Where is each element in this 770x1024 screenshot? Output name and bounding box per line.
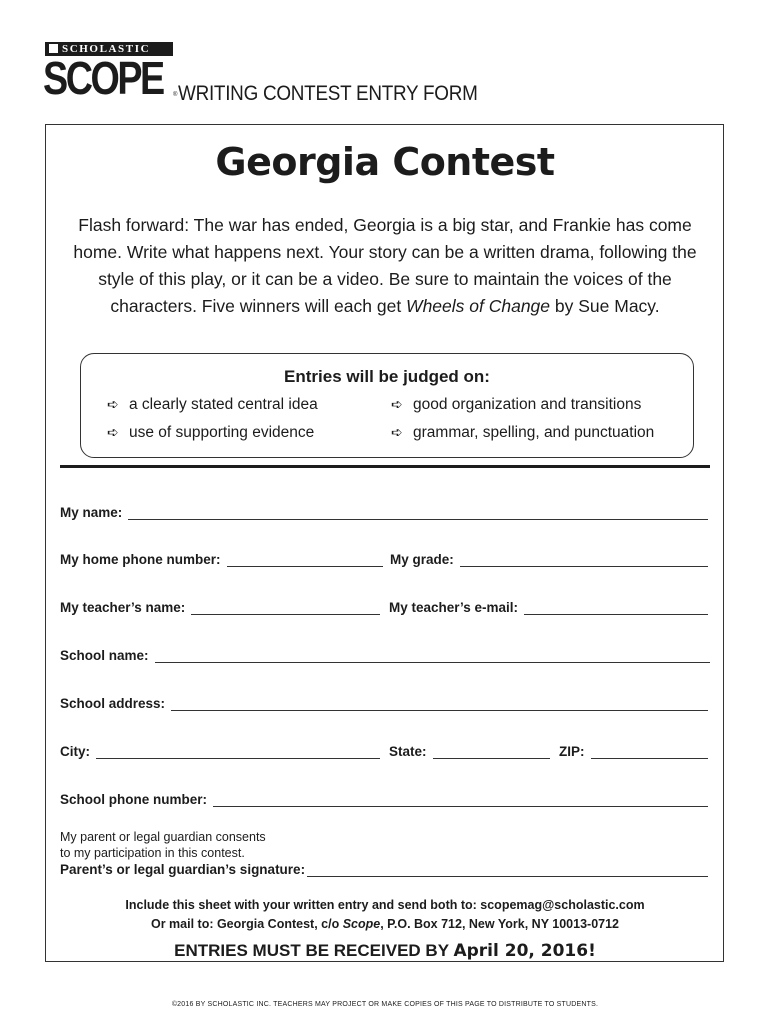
contest-intro <box>58 212 712 320</box>
name-field[interactable] <box>60 505 708 520</box>
state-label: State: <box>389 744 427 759</box>
intro-text-end: by Sue Macy. <box>550 296 660 316</box>
home-phone-field[interactable] <box>60 552 383 567</box>
consent-line: to my participation in this contest. <box>60 846 245 860</box>
home-phone-label: My home phone number: <box>60 552 221 567</box>
criteria-box <box>80 353 694 458</box>
intro-text: Flash forward: The war has ended, Georgia is a big star, and Frankie has come home. Write what happens next. Your story can be a written drama, following the style of this play, or it can be a video. Be sure to maintain the voices of the characters. Five winners will each get <box>73 215 697 316</box>
teacher-email-label: My teacher’s e-mail: <box>389 600 519 615</box>
contest-title: Georgia Contest <box>215 140 555 184</box>
name-input-line[interactable] <box>128 507 708 520</box>
criteria-item <box>107 424 314 442</box>
brand-text: SCHOLASTIC <box>62 43 151 55</box>
zip-input-line[interactable] <box>591 746 709 759</box>
city-input-line[interactable] <box>96 746 380 759</box>
criteria-item <box>391 396 641 414</box>
deadline-date: April 20, 2016! <box>453 941 596 961</box>
school-phone-input-line[interactable] <box>213 794 708 807</box>
copyright: ©2016 BY SCHOLASTIC INC. TEACHERS MAY PROJECT OR MAKE COPIES OF THIS PAGE TO DISTRIBUTE TO STUDENTS. <box>171 1001 599 1008</box>
teacher-name-input-line[interactable] <box>191 602 380 615</box>
criteria-item-label: grammar, spelling, and punctuation <box>413 424 655 441</box>
school-phone-label: School phone number: <box>60 792 207 807</box>
grade-field[interactable] <box>390 552 708 567</box>
school-address-input-line[interactable] <box>171 698 708 711</box>
magazine-name: Scope <box>342 917 381 931</box>
mail-text: Or mail to: Georgia Contest, c/o <box>150 917 343 931</box>
instructions-line: Include this sheet with your written entry and send both to: scopemag@scholastic.com <box>125 898 645 912</box>
arrow-icon: ➪ <box>107 424 119 440</box>
school-name-input-line[interactable] <box>155 650 710 663</box>
zip-field[interactable] <box>559 744 708 759</box>
arrow-icon: ➪ <box>107 396 119 412</box>
guardian-signature-field[interactable] <box>60 862 708 877</box>
teacher-name-label: My teacher’s name: <box>60 600 186 615</box>
teacher-email-input-line[interactable] <box>524 602 708 615</box>
school-address-label: School address: <box>60 696 166 711</box>
mail-address: , P.O. Box 712, New York, NY 10013-0712 <box>380 917 620 931</box>
scope-logo: SCOPE <box>43 52 163 104</box>
consent-line: My parent or legal guardian consents <box>60 830 266 844</box>
arrow-icon: ➪ <box>391 424 403 440</box>
criteria-heading: Entries will be judged on: <box>284 367 490 386</box>
guardian-signature-input-line[interactable] <box>307 864 708 877</box>
criteria-item-label: use of supporting evidence <box>129 424 315 441</box>
book-title: Wheels of Change <box>406 296 551 316</box>
instructions-line <box>0 915 770 934</box>
criteria-item <box>391 424 654 442</box>
city-label: City: <box>60 744 90 759</box>
school-name-field[interactable] <box>60 648 710 663</box>
school-name-label: School name: <box>60 648 149 663</box>
school-address-field[interactable] <box>60 696 708 711</box>
criteria-item-label: a clearly stated central idea <box>129 396 318 413</box>
state-field[interactable] <box>389 744 550 759</box>
submission-instructions <box>0 896 770 934</box>
arrow-icon: ➪ <box>391 396 403 412</box>
divider <box>60 465 710 468</box>
teacher-name-field[interactable] <box>60 600 380 615</box>
school-phone-field[interactable] <box>60 792 708 807</box>
criteria-item-label: good organization and transitions <box>413 396 642 413</box>
home-phone-input-line[interactable] <box>227 554 383 567</box>
deadline-label: ENTRIES MUST BE RECEIVED BY <box>174 941 454 960</box>
form-title: WRITING CONTEST ENTRY FORM <box>178 82 478 105</box>
guardian-signature-label: Parent’s or legal guardian’s signature: <box>60 862 306 877</box>
grade-input-line[interactable] <box>460 554 708 567</box>
consent-text <box>60 829 266 861</box>
trademark: ® <box>173 92 178 98</box>
city-field[interactable] <box>60 744 380 759</box>
criteria-item <box>107 396 318 414</box>
header <box>45 42 735 108</box>
teacher-email-field[interactable] <box>389 600 708 615</box>
zip-label: ZIP: <box>559 744 585 759</box>
state-input-line[interactable] <box>433 746 550 759</box>
name-label: My name: <box>60 505 123 520</box>
deadline <box>0 941 770 961</box>
grade-label: My grade: <box>390 552 454 567</box>
